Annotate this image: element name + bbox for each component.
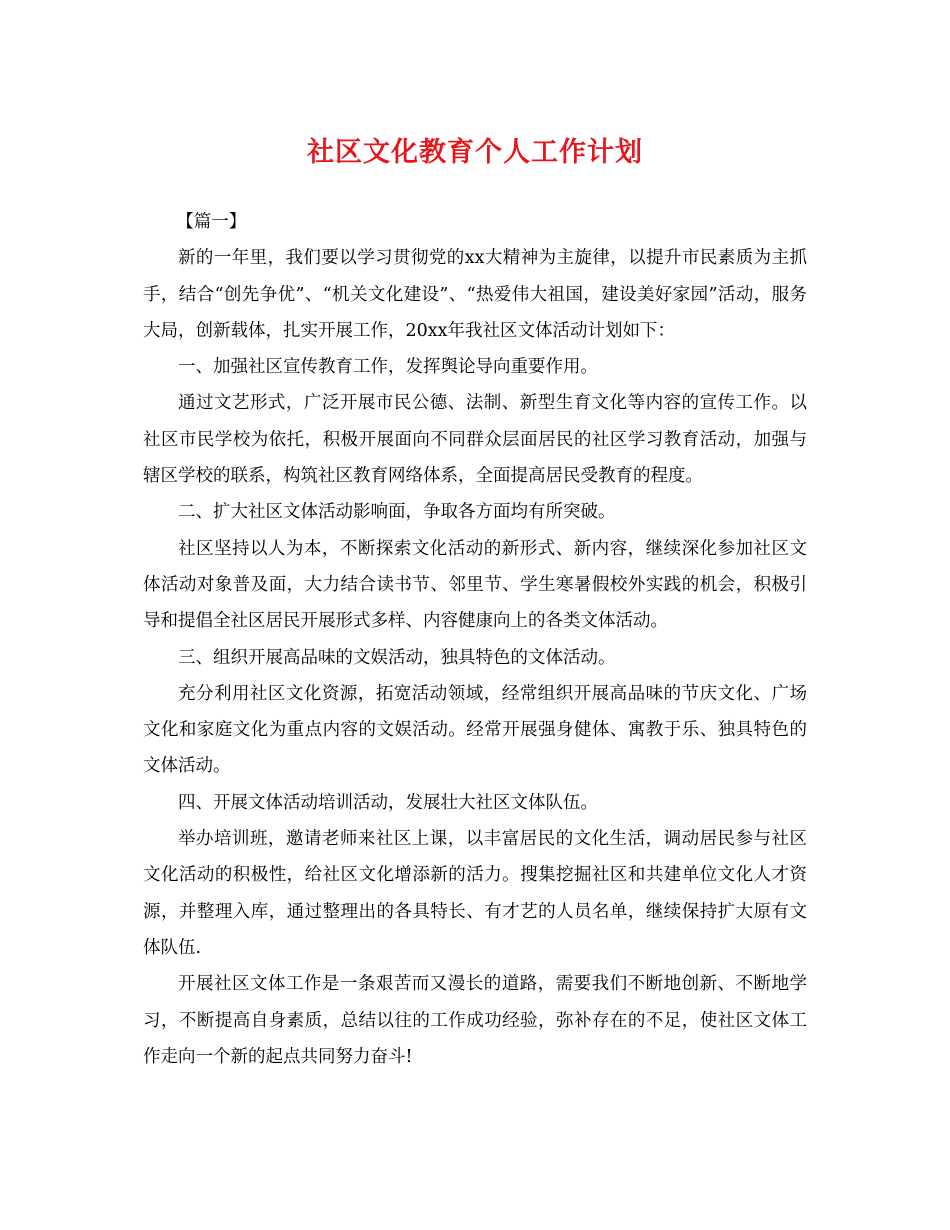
section-paragraph-1: 通过文艺形式，广泛开展市民公德、法制、新型生育文化等内容的宣传工作。以社区市民学校为依托，积极开展面向不同群众层面居民的社区学习教育活动，加强与辖区学校的联系，构筑社区教育网络体系，全面提高居民受教育的程度。 — [143, 393, 807, 487]
section-paragraph-2: 社区坚持以人为本，不断探索文化活动的新形式、新内容，继续深化参加社区文体活动对象普及面，大力结合读书节、邻里节、学生寒暑假校外实践的机会，积极引导和提倡全社区居民开展形式多样、内容健康向上的各类文体活动。 — [143, 538, 807, 632]
document-title: 社区文化教育个人工作计划 — [307, 137, 643, 168]
document-body — [143, 204, 807, 1075]
section-heading-3: 三、组织开展高品味的文娱活动，独具特色的文体活动。 — [178, 647, 616, 668]
intro-paragraph: 新的一年里，我们要以学习贯彻党的xx大精神为主旋律，以提升市民素质为主抓手，结合“创先争优”、“机关文化建设”、“热爱伟大祖国，建设美好家园”活动，服务大局，创新载体，扎实开展工作，20xx年我社区文体活动计划如下： — [143, 248, 807, 341]
section-heading-1: 一、加强社区宣传教育工作，发挥舆论导向重要作用。 — [178, 357, 598, 378]
section-label: 【篇一】 — [176, 212, 247, 232]
section-heading-4: 四、开展文体活动培训活动，发展壮大社区文体队伍。 — [178, 792, 598, 813]
section-paragraph-4: 举办培训班，邀请老师来社区上课，以丰富居民的文化生活，调动居民参与社区文化活动的积极性，给社区文化增添新的活力。搜集挖掘社区和共建单位文化人才资源，并整理入库，通过整理出的各具特长、有才艺的人员名单，继续保持扩大原有文体队伍. — [143, 829, 807, 958]
section-heading-2: 二、扩大社区文体活动影响面，争取各方面均有所突破。 — [178, 502, 616, 523]
closing-paragraph: 开展社区文体工作是一条艰苦而又漫长的道路，需要我们不断地创新、不断地学习，不断提高自身素质，总结以往的工作成功经验，弥补存在的不足，使社区文体工作走向一个新的起点共同努力奋斗! — [143, 974, 807, 1067]
section-paragraph-3: 充分利用社区文化资源，拓宽活动领域，经常组织开展高品味的节庆文化、广场文化和家庭文化为重点内容的文娱活动。经常开展强身健体、寓教于乐、独具特色的文体活动。 — [143, 683, 807, 777]
